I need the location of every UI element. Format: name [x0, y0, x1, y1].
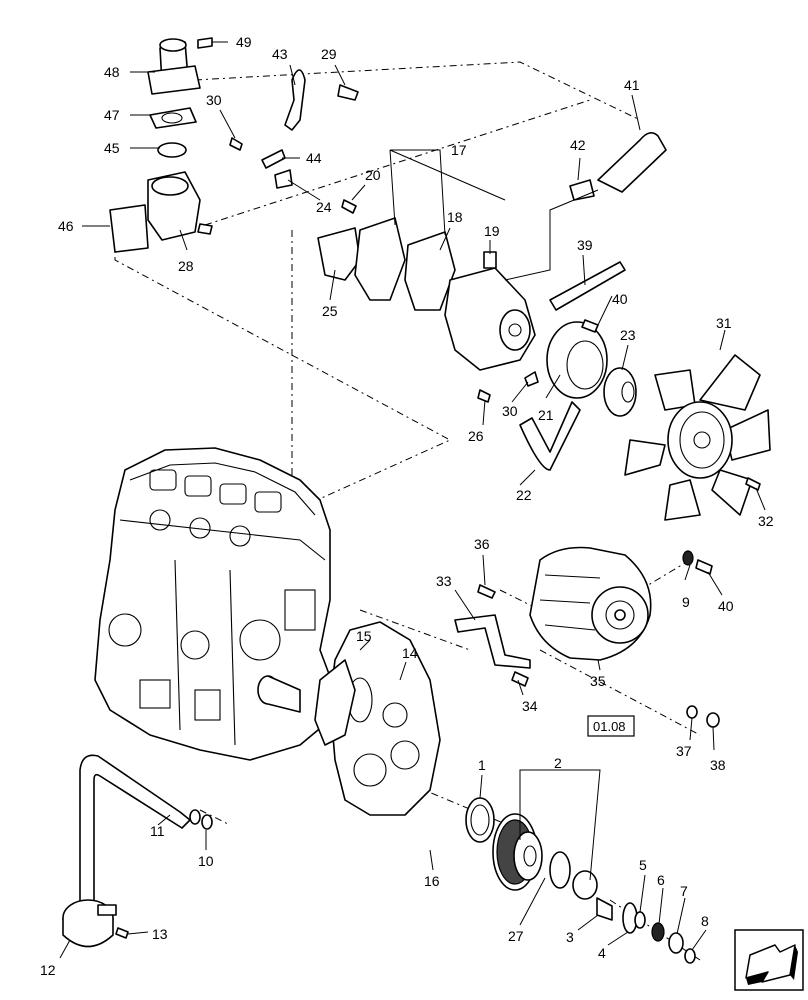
- cooling-fan: [625, 355, 770, 520]
- callout-27: 27: [508, 928, 524, 944]
- callout-46: 46: [58, 218, 74, 234]
- callout-24: 24: [316, 199, 332, 215]
- callout-40-right: 40: [718, 598, 734, 614]
- callout-41: 41: [624, 77, 640, 93]
- callout-36: 36: [474, 536, 490, 552]
- callout-43: 43: [272, 46, 288, 62]
- callout-29: 29: [321, 46, 337, 62]
- callout-26: 26: [468, 428, 484, 444]
- callout-37: 37: [676, 743, 692, 759]
- callout-14: 14: [402, 645, 418, 661]
- callout-5: 5: [639, 857, 647, 873]
- callout-16: 16: [424, 873, 440, 889]
- cross-reference-box[interactable]: [588, 716, 634, 736]
- callout-42: 42: [570, 137, 586, 153]
- callout-17: 17: [451, 142, 467, 158]
- timing-cover: [315, 622, 440, 815]
- callout-30-mid: 30: [502, 403, 518, 419]
- callout-47: 47: [104, 107, 120, 123]
- callout-48: 48: [104, 64, 120, 80]
- callout-25: 25: [322, 303, 338, 319]
- callout-21: 21: [538, 407, 554, 423]
- callout-10: 10: [198, 853, 214, 869]
- next-page-arrow-icon[interactable]: [735, 930, 803, 990]
- callout-33: 33: [436, 573, 452, 589]
- callout-13: 13: [152, 926, 168, 942]
- callout-20: 20: [365, 167, 381, 183]
- callout-49: 49: [236, 34, 252, 50]
- oil-pickup: [63, 755, 212, 946]
- callout-9: 9: [682, 594, 690, 610]
- engine-block: [95, 448, 335, 760]
- callout-34: 34: [522, 698, 538, 714]
- callout-31: 31: [716, 315, 732, 331]
- callout-8: 8: [701, 913, 709, 929]
- callout-32: 32: [758, 513, 774, 529]
- callout-38: 38: [710, 757, 726, 773]
- callout-2: 2: [554, 755, 562, 771]
- callout-44: 44: [306, 150, 322, 166]
- callout-12: 12: [40, 962, 56, 978]
- callout-40-top: 40: [612, 291, 628, 307]
- callout-30-top: 30: [206, 92, 222, 108]
- cross-reference-label: 01.08: [593, 719, 626, 734]
- callout-3: 3: [566, 929, 574, 945]
- callout-7: 7: [680, 883, 688, 899]
- callout-1: 1: [478, 757, 486, 773]
- oil-seal: [466, 798, 494, 842]
- callout-45: 45: [104, 140, 120, 156]
- callout-19: 19: [484, 223, 500, 239]
- alternator: [455, 548, 719, 728]
- callout-6: 6: [657, 872, 665, 888]
- callout-4: 4: [598, 945, 606, 961]
- callout-28: 28: [178, 258, 194, 274]
- callout-15: 15: [356, 628, 372, 644]
- callout-18: 18: [447, 209, 463, 225]
- callout-39: 39: [577, 237, 593, 253]
- callout-11: 11: [150, 823, 165, 839]
- callout-22: 22: [516, 487, 532, 503]
- callout-35: 35: [590, 673, 606, 689]
- callout-23: 23: [620, 327, 636, 343]
